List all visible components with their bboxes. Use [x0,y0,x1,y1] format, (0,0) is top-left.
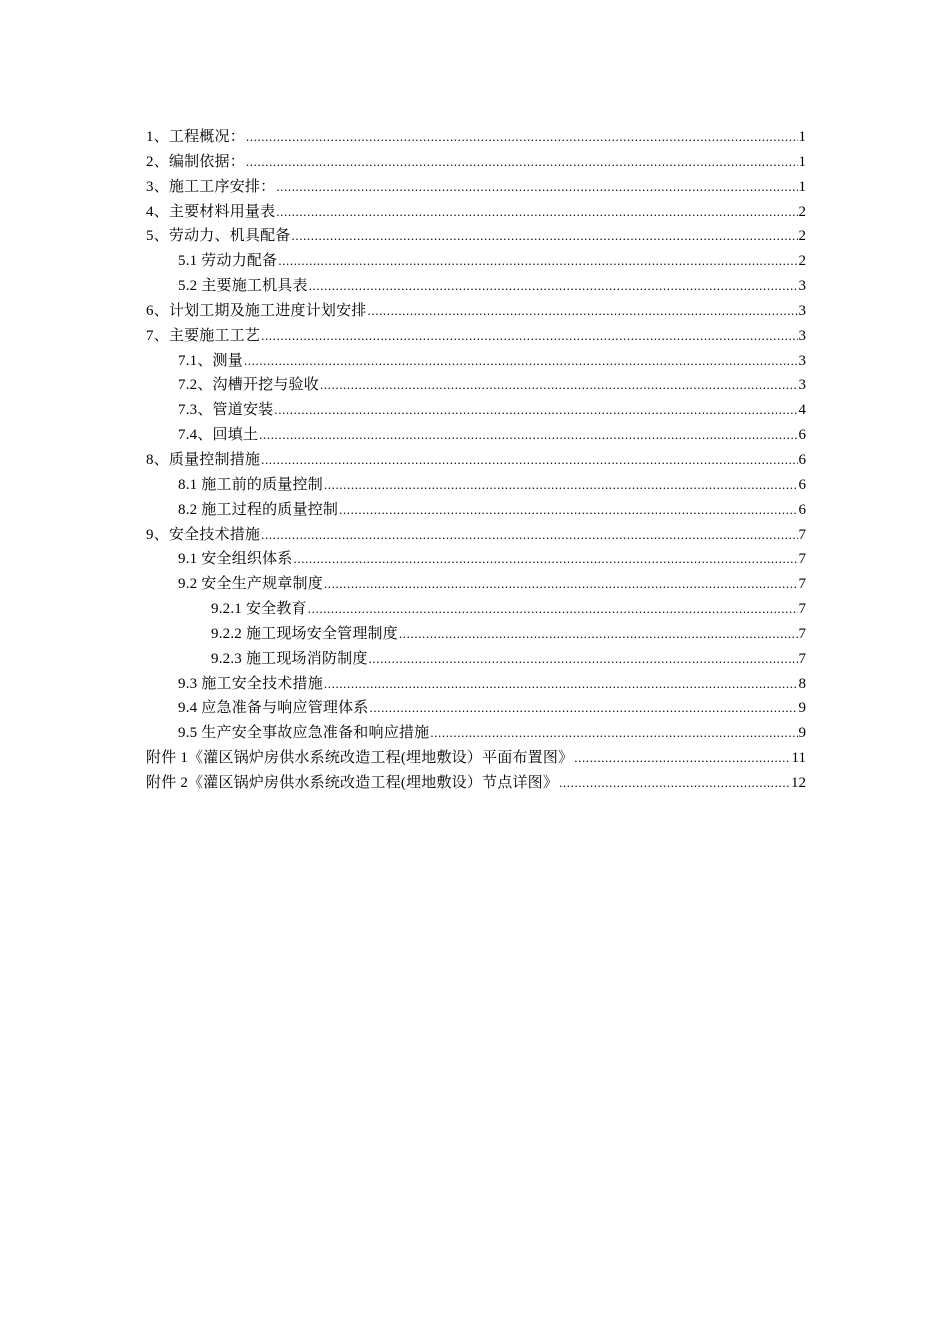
toc-entry[interactable] [146,373,806,398]
toc-entry[interactable] [146,597,806,622]
toc-entry-title: 9.5 生产安全事故应急准备和响应措施 [178,725,430,742]
toc-entry-title: 8、质量控制措施 [146,451,261,468]
toc-entry[interactable] [146,125,806,150]
toc-entry-page-number: 7 [798,551,806,568]
toc-entry-title: 7.1、测量 [178,352,243,369]
toc-entry-title: 9、安全技术措施 [146,526,261,543]
toc-entry-page-number: 11 [791,750,806,767]
toc-entry-page-number: 3 [798,278,806,295]
toc-entry-title: 5、劳动力、机具配备 [146,228,291,245]
toc-entry-page-number: 6 [798,501,806,518]
toc-entry-page-number: 12 [791,774,806,791]
toc-dot-leader [261,523,797,548]
toc-dot-leader [246,125,798,150]
toc-entry[interactable] [146,523,806,548]
toc-dot-leader [294,547,798,572]
toc-entry[interactable] [146,448,806,473]
toc-dot-leader [559,771,790,796]
toc-dot-leader [368,299,798,324]
toc-entry-title: 7.2、沟槽开挖与验收 [178,377,319,394]
toc-entry-page-number: 6 [798,476,806,493]
toc-entry[interactable] [146,200,806,225]
toc-entry[interactable] [146,150,806,175]
toc-entry-page-number: 7 [798,576,806,593]
toc-dot-leader [324,473,798,498]
toc-dot-leader [309,274,798,299]
toc-entry[interactable] [146,423,806,448]
toc-dot-leader [324,572,798,597]
toc-dot-leader [399,622,798,647]
toc-entry[interactable] [146,696,806,721]
toc-entry-title: 6、计划工期及施工进度计划安排 [146,302,367,319]
toc-entry[interactable] [146,299,806,324]
toc-entry-title: 5.1 劳动力配备 [178,253,278,270]
toc-entry-page-number: 1 [798,153,806,170]
toc-entry-page-number: 3 [798,377,806,394]
toc-entry[interactable] [146,647,806,672]
toc-entry[interactable] [146,398,806,423]
toc-entry[interactable] [146,473,806,498]
toc-entry-page-number: 2 [798,228,806,245]
toc-dot-leader [276,200,797,225]
toc-dot-leader [261,324,797,349]
toc-entry[interactable] [146,274,806,299]
toc-entry[interactable] [146,324,806,349]
toc-dot-leader [276,175,797,200]
toc-entry-title: 7.4、回填土 [178,427,259,444]
toc-dot-leader [369,647,798,672]
toc-entry-title: 9.2.1 安全教育 [211,601,307,618]
toc-entry-title: 8.1 施工前的质量控制 [178,476,323,493]
toc-entry-title: 附件 2《灌区锅炉房供水系统改造工程(埋地敷设）节点详图》 [146,774,559,791]
toc-entry[interactable] [146,721,806,746]
toc-entry-page-number: 7 [798,650,806,667]
toc-entry-page-number: 6 [798,427,806,444]
table-of-contents [146,125,806,796]
toc-dot-leader [430,721,797,746]
toc-entry-page-number: 1 [798,178,806,195]
toc-entry-title: 9.4 应急准备与响应管理体系 [178,700,369,717]
toc-entry-title: 2、编制依据： [146,153,245,170]
toc-entry-page-number: 2 [798,203,806,220]
toc-entry-page-number: 7 [798,526,806,543]
toc-entry[interactable] [146,672,806,697]
toc-entry-page-number: 3 [798,302,806,319]
toc-entry[interactable] [146,249,806,274]
toc-entry-page-number: 9 [798,700,806,717]
toc-dot-leader [244,349,798,374]
toc-entry-title: 9.2.2 施工现场安全管理制度 [211,625,398,642]
toc-entry[interactable] [146,547,806,572]
toc-entry-title: 9.2 安全生产规章制度 [178,576,323,593]
toc-entry[interactable] [146,622,806,647]
toc-entry-title: 7、主要施工工艺 [146,327,261,344]
toc-entry-page-number: 8 [798,675,806,692]
toc-dot-leader [324,672,798,697]
toc-entry-page-number: 7 [798,601,806,618]
toc-entry[interactable] [146,175,806,200]
toc-dot-leader [278,249,797,274]
toc-entry-title: 9.1 安全组织体系 [178,551,293,568]
toc-entry-page-number: 1 [798,129,806,145]
toc-entry-title: 7.3、管道安装 [178,402,274,419]
toc-entry-page-number: 3 [798,327,806,344]
toc-entry-title: 5.2 主要施工机具表 [178,278,308,295]
toc-dot-leader [574,746,790,771]
toc-entry-title: 9.3 施工安全技术措施 [178,675,323,692]
toc-entry-title: 9.2.3 施工现场消防制度 [211,650,368,667]
toc-entry[interactable] [146,349,806,374]
toc-dot-leader [339,498,797,523]
toc-entry-page-number: 7 [798,625,806,642]
toc-dot-leader [274,398,797,423]
toc-entry[interactable] [146,771,806,796]
toc-entry-title: 附件 1《灌区锅炉房供水系统改造工程(埋地敷设）平面布置图》 [146,750,574,767]
toc-entry[interactable] [146,572,806,597]
toc-entry-page-number: 6 [798,451,806,468]
toc-entry-page-number: 9 [798,725,806,742]
toc-entry-page-number: 4 [798,402,806,419]
toc-dot-leader [320,373,798,398]
toc-entry[interactable] [146,224,806,249]
toc-entry-title: 1、工程概况： [146,129,245,145]
toc-entry[interactable] [146,498,806,523]
toc-dot-leader [246,150,798,175]
toc-entry-title: 3、施工工序安排： [146,178,276,195]
toc-entry-page-number: 3 [798,352,806,369]
toc-dot-leader [292,224,798,249]
toc-entry-title: 4、主要材料用量表 [146,203,276,220]
toc-entry[interactable] [146,746,806,771]
toc-dot-leader [308,597,798,622]
toc-dot-leader [370,696,798,721]
toc-dot-leader [261,448,797,473]
toc-entry-page-number: 2 [798,253,806,270]
toc-entry-title: 8.2 施工过程的质量控制 [178,501,339,518]
toc-dot-leader [259,423,797,448]
